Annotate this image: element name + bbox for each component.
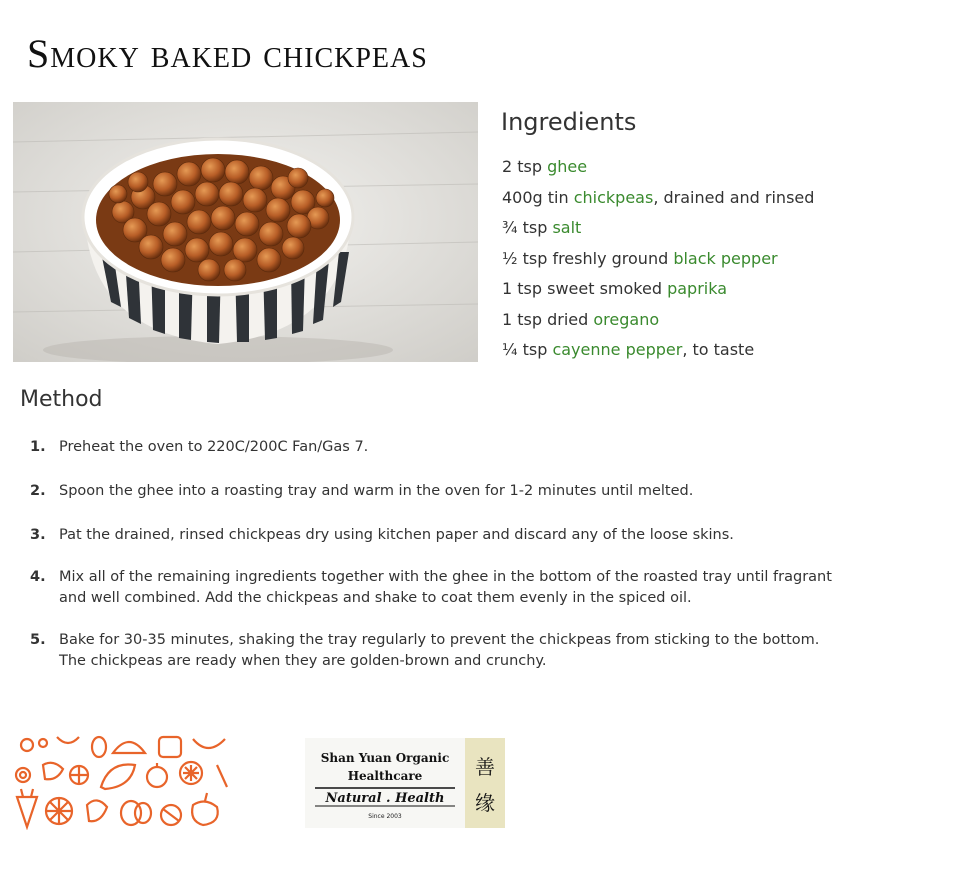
ingredient-item: 400g tin chickpeas, drained and rinsed (502, 187, 815, 207)
ingredient-link[interactable]: ghee (547, 157, 588, 176)
method-step (30, 630, 840, 672)
step-number: 3. (30, 527, 46, 543)
vegetable-pattern-graphic (13, 735, 235, 830)
logo-name-line1: Shan Yuan Organic (320, 751, 450, 765)
method-step (30, 481, 840, 502)
ingredient-item: 1 tsp sweet smoked paprika (502, 279, 728, 298)
ingredient-link[interactable]: oregano (593, 309, 660, 329)
ingredient-link[interactable]: black pepper (673, 248, 778, 268)
method-steps (30, 437, 840, 672)
logo-name-line2: Healthcare (347, 769, 423, 783)
ingredient-item: 2 tsp ghee (502, 157, 588, 176)
method-step (30, 437, 840, 458)
recipe-title: Smoky baked chickpeas (27, 31, 428, 76)
ingredients-heading: Ingredients (501, 108, 637, 136)
ingredients-list (502, 154, 814, 368)
step-number: 1. (30, 439, 46, 455)
step-number: 2. (30, 483, 46, 499)
ingredient-item: ½ tsp freshly ground black pepper (502, 248, 778, 268)
logo-chinese-bottom: 缘 (475, 791, 495, 815)
step-text: Bake for 30-35 minutes, shaking the tray regularly to prevent the chickpeas from sticking to the bottom. The chickpeas are ready when they are golden-brown and crunchy. (59, 632, 820, 669)
step-number: 5. (30, 632, 46, 648)
logo-since: Since 2003 (368, 813, 402, 820)
ingredient-item: 1 tsp dried oregano (502, 309, 660, 329)
step-text: Mix all of the remaining ingredients together with the ghee in the bottom of the roasted tray until fragrant and well combined. Add the chickpeas and shake to coat them evenly in the spiced oil. (59, 569, 832, 606)
logo-tagline: Natural . Health (325, 791, 445, 806)
chickpeas-bowl-photo (13, 102, 478, 362)
ingredient-link[interactable]: chickpeas (573, 187, 654, 207)
ingredient-link[interactable]: paprika (667, 279, 728, 298)
ingredient-item: ¾ tsp salt (502, 218, 582, 237)
method-step (30, 567, 840, 609)
ingredient-link[interactable]: cayenne pepper (552, 340, 683, 359)
step-number: 4. (30, 569, 46, 585)
shan-yuan-logo (305, 738, 505, 828)
ingredient-link[interactable]: salt (552, 218, 582, 237)
step-text: Spoon the ghee into a roasting tray and warm in the oven for 1-2 minutes until melted. (59, 483, 694, 499)
step-text: Preheat the oven to 220C/200C Fan/Gas 7. (59, 439, 369, 455)
ingredient-item: ¼ tsp cayenne pepper, to taste (502, 340, 755, 359)
method-heading: Method (20, 387, 103, 412)
method-step (30, 525, 840, 546)
step-text: Pat the drained, rinsed chickpeas dry using kitchen paper and discard any of the loose skins. (59, 527, 734, 543)
logo-chinese-top: 善 (475, 755, 495, 779)
